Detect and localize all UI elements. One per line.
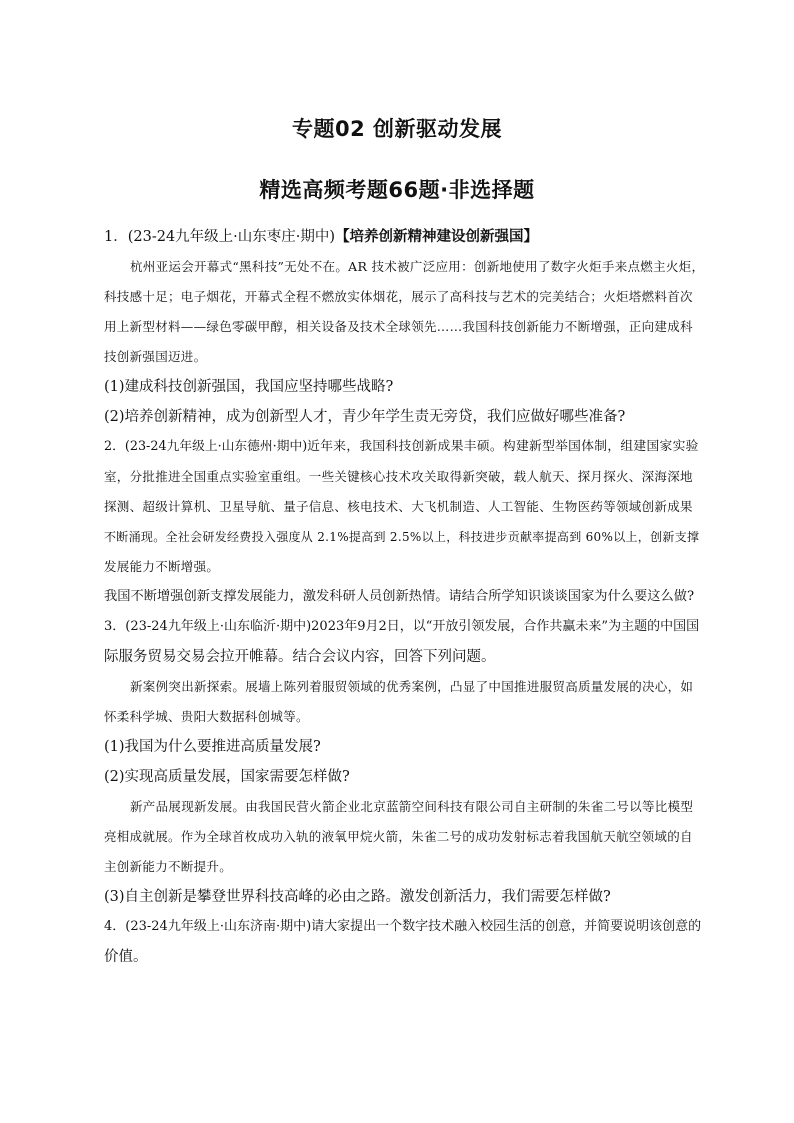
question-2-material-line: 发展能力不断增强。	[104, 559, 220, 574]
question-4-source: 4．(23-24九年级上·山东济南·期中)	[104, 919, 312, 934]
question-3-sub-1: (1)我国为什么要推进高质量发展?	[104, 739, 321, 755]
page-subtitle: 精选高频考题66题·非选择题	[259, 178, 535, 202]
question-2-header	[104, 432, 704, 462]
question-1-material-line: 技创新强国迈进。	[104, 349, 207, 364]
question-4-header	[104, 912, 704, 942]
question-3-intro-1: 2023年9月2日，以“开放引领发展，合作共赢未来”为主题的中国国	[311, 619, 700, 634]
question-3-intro-2: 际服务贸易交易会拉开帷幕。结合会议内容，回答下列问题。	[104, 649, 496, 665]
question-2-material-line: 不断涌现。全社会研发经费投入强度从 2.1%提高到 2.5%以上，科技进步贡献率提高到 60%以上，创新支撑	[104, 530, 700, 544]
question-1-material-line: 杭州亚运会开幕式“黑科技”无处不在。AR 技术被广泛应用：创新地使用了数字火炬手来点燃主火炬，	[130, 259, 705, 274]
question-2-material-line: 室，分批推进全国重点实验室重组。一些关键核心技术攻关取得新突破，载人航天、探月探火、深海深地	[104, 469, 693, 484]
question-3-material-line: 怀柔科学城、贵阳大数据科创城等。	[104, 709, 309, 724]
question-3-material-line: 新产品展现新发展。由我国民营火箭企业北京蓝箭空间科技有限公司自主研制的朱雀二号以等比模型	[130, 799, 694, 814]
question-1-tag: 【培养创新精神建设创新强国】	[335, 228, 539, 245]
page-title: 专题02 创新驱动发展	[291, 117, 503, 141]
question-3-material-line: 亮相成就展。作为全球首枚成功入轨的液氧甲烷火箭，朱雀二号的成功发射标志着我国航天航空领域的自	[104, 829, 693, 844]
question-2-material-line: 近年来，我国科技创新成果丰硕。构建新型举国体制，组建国家实验	[307, 439, 699, 454]
question-3-source: 3．(23-24九年级上·山东临沂·期中)	[104, 619, 312, 634]
question-3-material-line: 新案例突出新探索。展墙上陈列着服贸领域的优秀案例，凸显了中国推进服贸高质量发展的决心，如	[130, 679, 694, 694]
question-1-header	[104, 222, 704, 252]
question-2-source: 2．(23-24九年级上·山东德州·期中)	[104, 439, 308, 454]
question-3-material-line: 主创新能力不断提升。	[104, 859, 233, 874]
question-2-material-line: 探测、超级计算机、卫星导航、量子信息、核电技术、大飞机制造、人工智能、生物医药等领域创新成果	[104, 499, 693, 514]
question-4-text-2: 价值。	[104, 949, 148, 965]
question-1-material-line: 用上新型材料——绿色零碳甲醇，相关设备及技术全球领先……我国科技创新能力不断增强，正向建成科	[104, 319, 693, 334]
question-1-material-line: 科技感十足；电子烟花，开幕式全程不燃放实体烟花，展示了高科技与艺术的完美结合；火炬塔燃料首次	[104, 289, 693, 304]
question-3-header	[104, 612, 704, 642]
question-3-sub-2: (2)实现高质量发展，国家需要怎样做?	[104, 769, 350, 785]
question-2-question: 我国不断增强创新支撑发展能力，激发科研人员创新热情。请结合所学知识谈谈国家为什么要这么做?	[104, 589, 695, 604]
question-1-sub-2: (2)培养创新精神，成为创新型人才，青少年学生责无旁贷，我们应做好哪些准备?	[104, 409, 626, 425]
question-1-sub-1: (1)建成科技创新强国，我国应坚持哪些战略?	[104, 379, 394, 395]
question-1-source: 1．(23-24九年级上·山东枣庄·期中)	[104, 229, 336, 245]
document-body	[104, 222, 704, 972]
question-3-sub-3: (3)自主创新是攀登世界科技高峰的必由之路。激发创新活力，我们需要怎样做?	[104, 889, 611, 905]
question-4-text-1: 请大家提出一个数字技术融入校园生活的创意，并简要说明该创意的	[311, 919, 702, 934]
